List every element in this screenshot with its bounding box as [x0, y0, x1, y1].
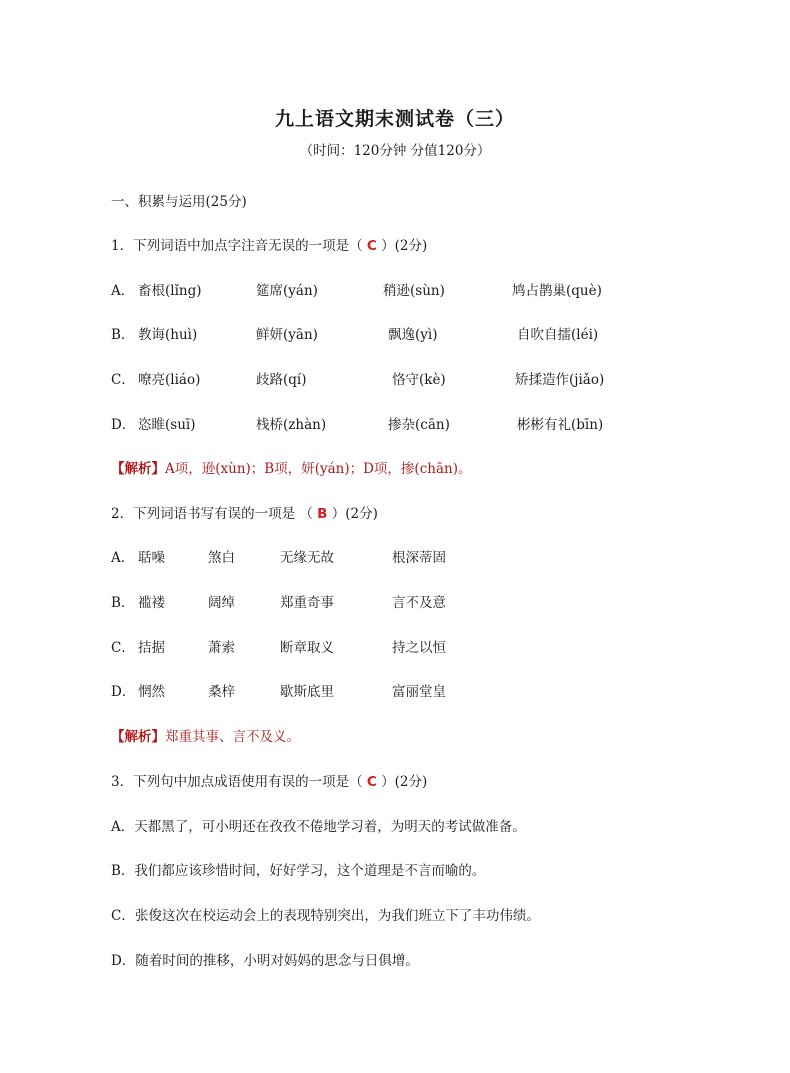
question-3-stem-text: 3．下列句中加点成语使用有误的一项是（	[111, 774, 367, 790]
question-1-answer: C	[366, 238, 377, 254]
question-2-answer: B	[317, 506, 328, 522]
option-word: 畜根(lǐng)	[138, 283, 202, 299]
option-letter: B．	[111, 595, 135, 611]
question-2-stem-end: ）(2分)	[327, 506, 378, 522]
question-2-stem	[111, 504, 378, 524]
option-word: 鲜妍(yān)	[256, 327, 318, 343]
q2-option-c	[111, 638, 711, 658]
option-word: 阔绰	[208, 595, 235, 611]
option-letter: D．	[111, 417, 136, 433]
option-letter: A．	[111, 283, 135, 299]
option-word: 聒噪	[138, 550, 165, 566]
option-word: 教诲(huì)	[138, 327, 198, 343]
option-word: 嘹亮(liáo)	[138, 372, 201, 388]
option-word: 根深蒂固	[392, 550, 446, 566]
q1-option-c	[111, 370, 711, 390]
option-word: 持之以恒	[392, 640, 446, 656]
option-word: 断章取义	[280, 640, 334, 656]
option-word: 歧路(qí)	[256, 372, 307, 388]
q3-option-d: D．随着时间的推移，小明对妈妈的思念与日俱增。	[111, 953, 419, 969]
option-word: 萧索	[208, 640, 235, 656]
option-word: 煞白	[208, 550, 235, 566]
q1-option-a	[111, 281, 711, 301]
option-word: 拮据	[138, 640, 165, 656]
page-title: 九上语文期末测试卷（三）	[274, 108, 515, 130]
explanation-text: A项，逊(xùn)；B项，妍(yán)；D项，掺(chān)。	[165, 461, 472, 477]
explanation-tag: 【解析】	[111, 461, 165, 477]
question-3-stem-end: ）(2分)	[376, 774, 428, 790]
option-word: 歇斯底里	[280, 684, 334, 700]
question-3-answer: C	[366, 774, 377, 790]
question-2-explanation	[111, 727, 300, 747]
q2-option-d	[111, 682, 711, 702]
option-word: 掺杂(cān)	[388, 417, 450, 433]
q3-option-b: B．我们都应该珍惜时间，好好学习，这个道理是不言而喻的。	[111, 863, 486, 879]
q1-option-b	[111, 325, 711, 345]
option-word: 恣睢(suī)	[138, 417, 196, 433]
q1-option-d	[111, 415, 711, 435]
option-letter: C．	[111, 640, 135, 656]
option-word: 褴褛	[138, 595, 165, 611]
option-word: 筵席(yán)	[256, 283, 318, 299]
option-letter: C．	[111, 372, 135, 388]
option-letter: D．	[111, 684, 136, 700]
q2-option-a	[111, 548, 711, 568]
option-word: 富丽堂皇	[392, 684, 446, 700]
option-word: 鸠占鹊巢(què)	[512, 283, 602, 299]
section-heading: 一、积累与运用(25分)	[111, 194, 247, 210]
option-word: 彬彬有礼(bīn)	[517, 417, 604, 433]
explanation-tag: 【解析】	[111, 729, 165, 745]
question-1-explanation	[111, 459, 471, 479]
option-word: 栈桥(zhàn)	[256, 417, 327, 433]
question-1-stem-end: ）(2分)	[376, 238, 428, 254]
option-word: 惘然	[138, 684, 165, 700]
option-word: 自吹自擂(léi)	[517, 327, 599, 343]
option-letter: B．	[111, 327, 135, 343]
option-letter: A．	[111, 550, 135, 566]
question-3-stem	[111, 772, 427, 792]
question-1-stem	[111, 236, 427, 256]
option-word: 桑梓	[208, 684, 235, 700]
option-word: 矫揉造作(jiǎo)	[515, 372, 605, 388]
option-word: 郑重奇事	[280, 595, 334, 611]
option-word: 恪守(kè)	[392, 372, 446, 388]
q2-option-b	[111, 593, 711, 613]
page-subtitle: （时间：120分钟 分值120分）	[299, 143, 491, 159]
option-word: 稍逊(sùn)	[383, 283, 445, 299]
question-2-stem-text: 2．下列词语书写有误的一项是 （	[111, 506, 318, 522]
q3-option-a: A．天都黑了，可小明还在孜孜不倦地学习着，为明天的考试做准备。	[111, 819, 526, 835]
option-word: 飘逸(yì)	[388, 327, 438, 343]
question-1-stem-text: 1．下列词语中加点字注音无误的一项是（	[111, 238, 367, 254]
option-word: 无缘无故	[280, 550, 334, 566]
q3-option-c: C．张俊这次在校运动会上的表现特别突出，为我们班立下了丰功伟绩。	[111, 908, 540, 924]
explanation-text: 郑重其事、言不及义。	[165, 729, 300, 745]
option-word: 言不及意	[392, 595, 446, 611]
